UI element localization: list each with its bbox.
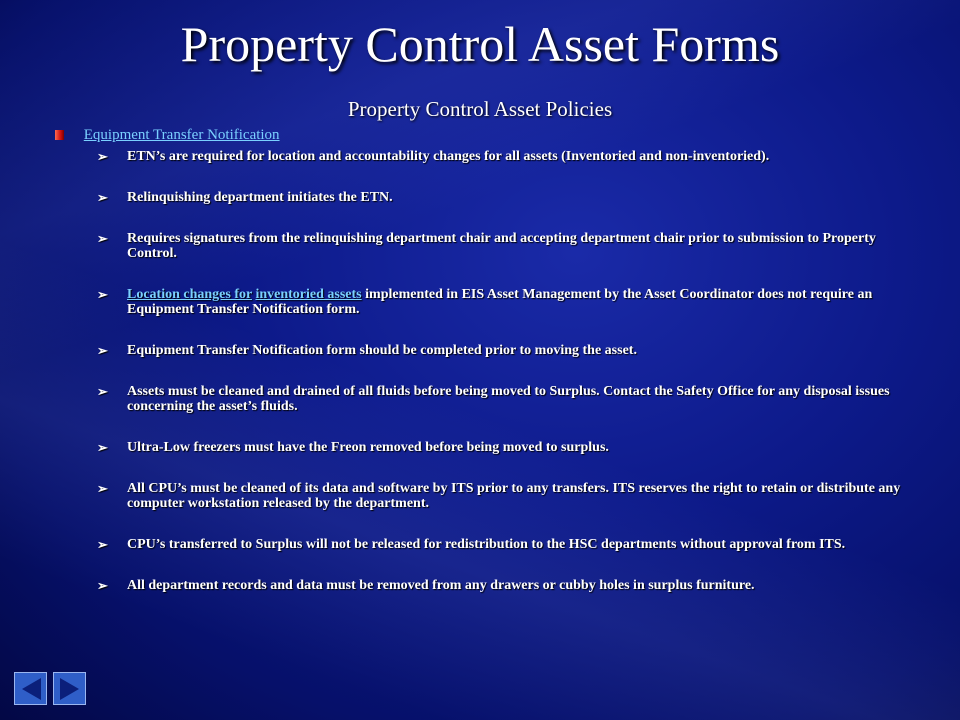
- item-text: Equipment Transfer Notification form should be completed prior to moving the asset.: [127, 343, 637, 358]
- item-text: CPU’s transferred to Surplus will not be released for redistribution to the HSC departments without approval from ITS.: [127, 537, 846, 552]
- equipment-transfer-link[interactable]: Equipment Transfer Notification: [83, 127, 280, 143]
- next-slide-button[interactable]: [53, 672, 86, 705]
- item-text: ETN’s are required for location and accountability changes for all assets (Inventoried and non-inventoried).: [127, 149, 770, 164]
- list-item: [95, 537, 915, 552]
- arrow-bullet-icon: ➢: [97, 384, 108, 399]
- item-text: Ultra-Low freezers must have the Freon removed before being moved to surplus.: [127, 440, 609, 455]
- list-item: [95, 384, 915, 414]
- arrow-bullet-icon: ➢: [97, 537, 108, 552]
- square-bullet-icon: [55, 130, 64, 140]
- list-item: [95, 343, 915, 358]
- list-item: [95, 149, 915, 164]
- arrow-bullet-icon: ➢: [97, 149, 108, 164]
- arrow-bullet-icon: ➢: [97, 287, 108, 302]
- arrow-bullet-icon: ➢: [97, 440, 108, 455]
- next-arrow-icon: [58, 676, 82, 702]
- item-text: All CPU’s must be cleaned of its data and software by ITS prior to any transfers. ITS reserves the right to retain or distribute any computer workstation released by the department.: [127, 481, 901, 511]
- arrow-bullet-icon: ➢: [97, 481, 108, 496]
- list-item: [95, 231, 915, 261]
- policy-list: [95, 149, 915, 593]
- inventoried-assets-link[interactable]: inventoried assets: [255, 287, 362, 302]
- previous-arrow-icon: [19, 676, 43, 702]
- previous-slide-button[interactable]: [14, 672, 47, 705]
- arrow-bullet-icon: ➢: [97, 343, 108, 358]
- slide-navigation: [14, 672, 86, 705]
- list-item: [95, 287, 915, 317]
- location-changes-link[interactable]: Location changes for: [127, 287, 252, 302]
- item-text: implemented in EIS Asset Management by the Asset Coordinator does not require an Equipment Transfer Notification form.: [127, 287, 873, 317]
- arrow-bullet-icon: ➢: [97, 231, 108, 246]
- item-text: Requires signatures from the relinquishing department chair and accepting department chair prior to submission to Property Control.: [127, 231, 876, 261]
- list-item: [95, 481, 915, 511]
- item-text: All department records and data must be removed from any drawers or cubby holes in surplus furniture.: [127, 578, 755, 593]
- section-heading: [55, 126, 280, 144]
- slide-title: Property Control Asset Forms: [180, 16, 780, 72]
- item-text: Assets must be cleaned and drained of all fluids before being moved to Surplus. Contact the Safety Office for any disposal issues concerning the asset’s fluids.: [127, 384, 890, 414]
- arrow-bullet-icon: ➢: [97, 190, 108, 205]
- list-item: [95, 190, 915, 205]
- slide-subtitle: Property Control Asset Policies: [347, 97, 613, 121]
- list-item: [95, 440, 915, 455]
- arrow-bullet-icon: ➢: [97, 578, 108, 593]
- list-item: [95, 578, 915, 593]
- item-text: Relinquishing department initiates the ETN.: [127, 190, 393, 205]
